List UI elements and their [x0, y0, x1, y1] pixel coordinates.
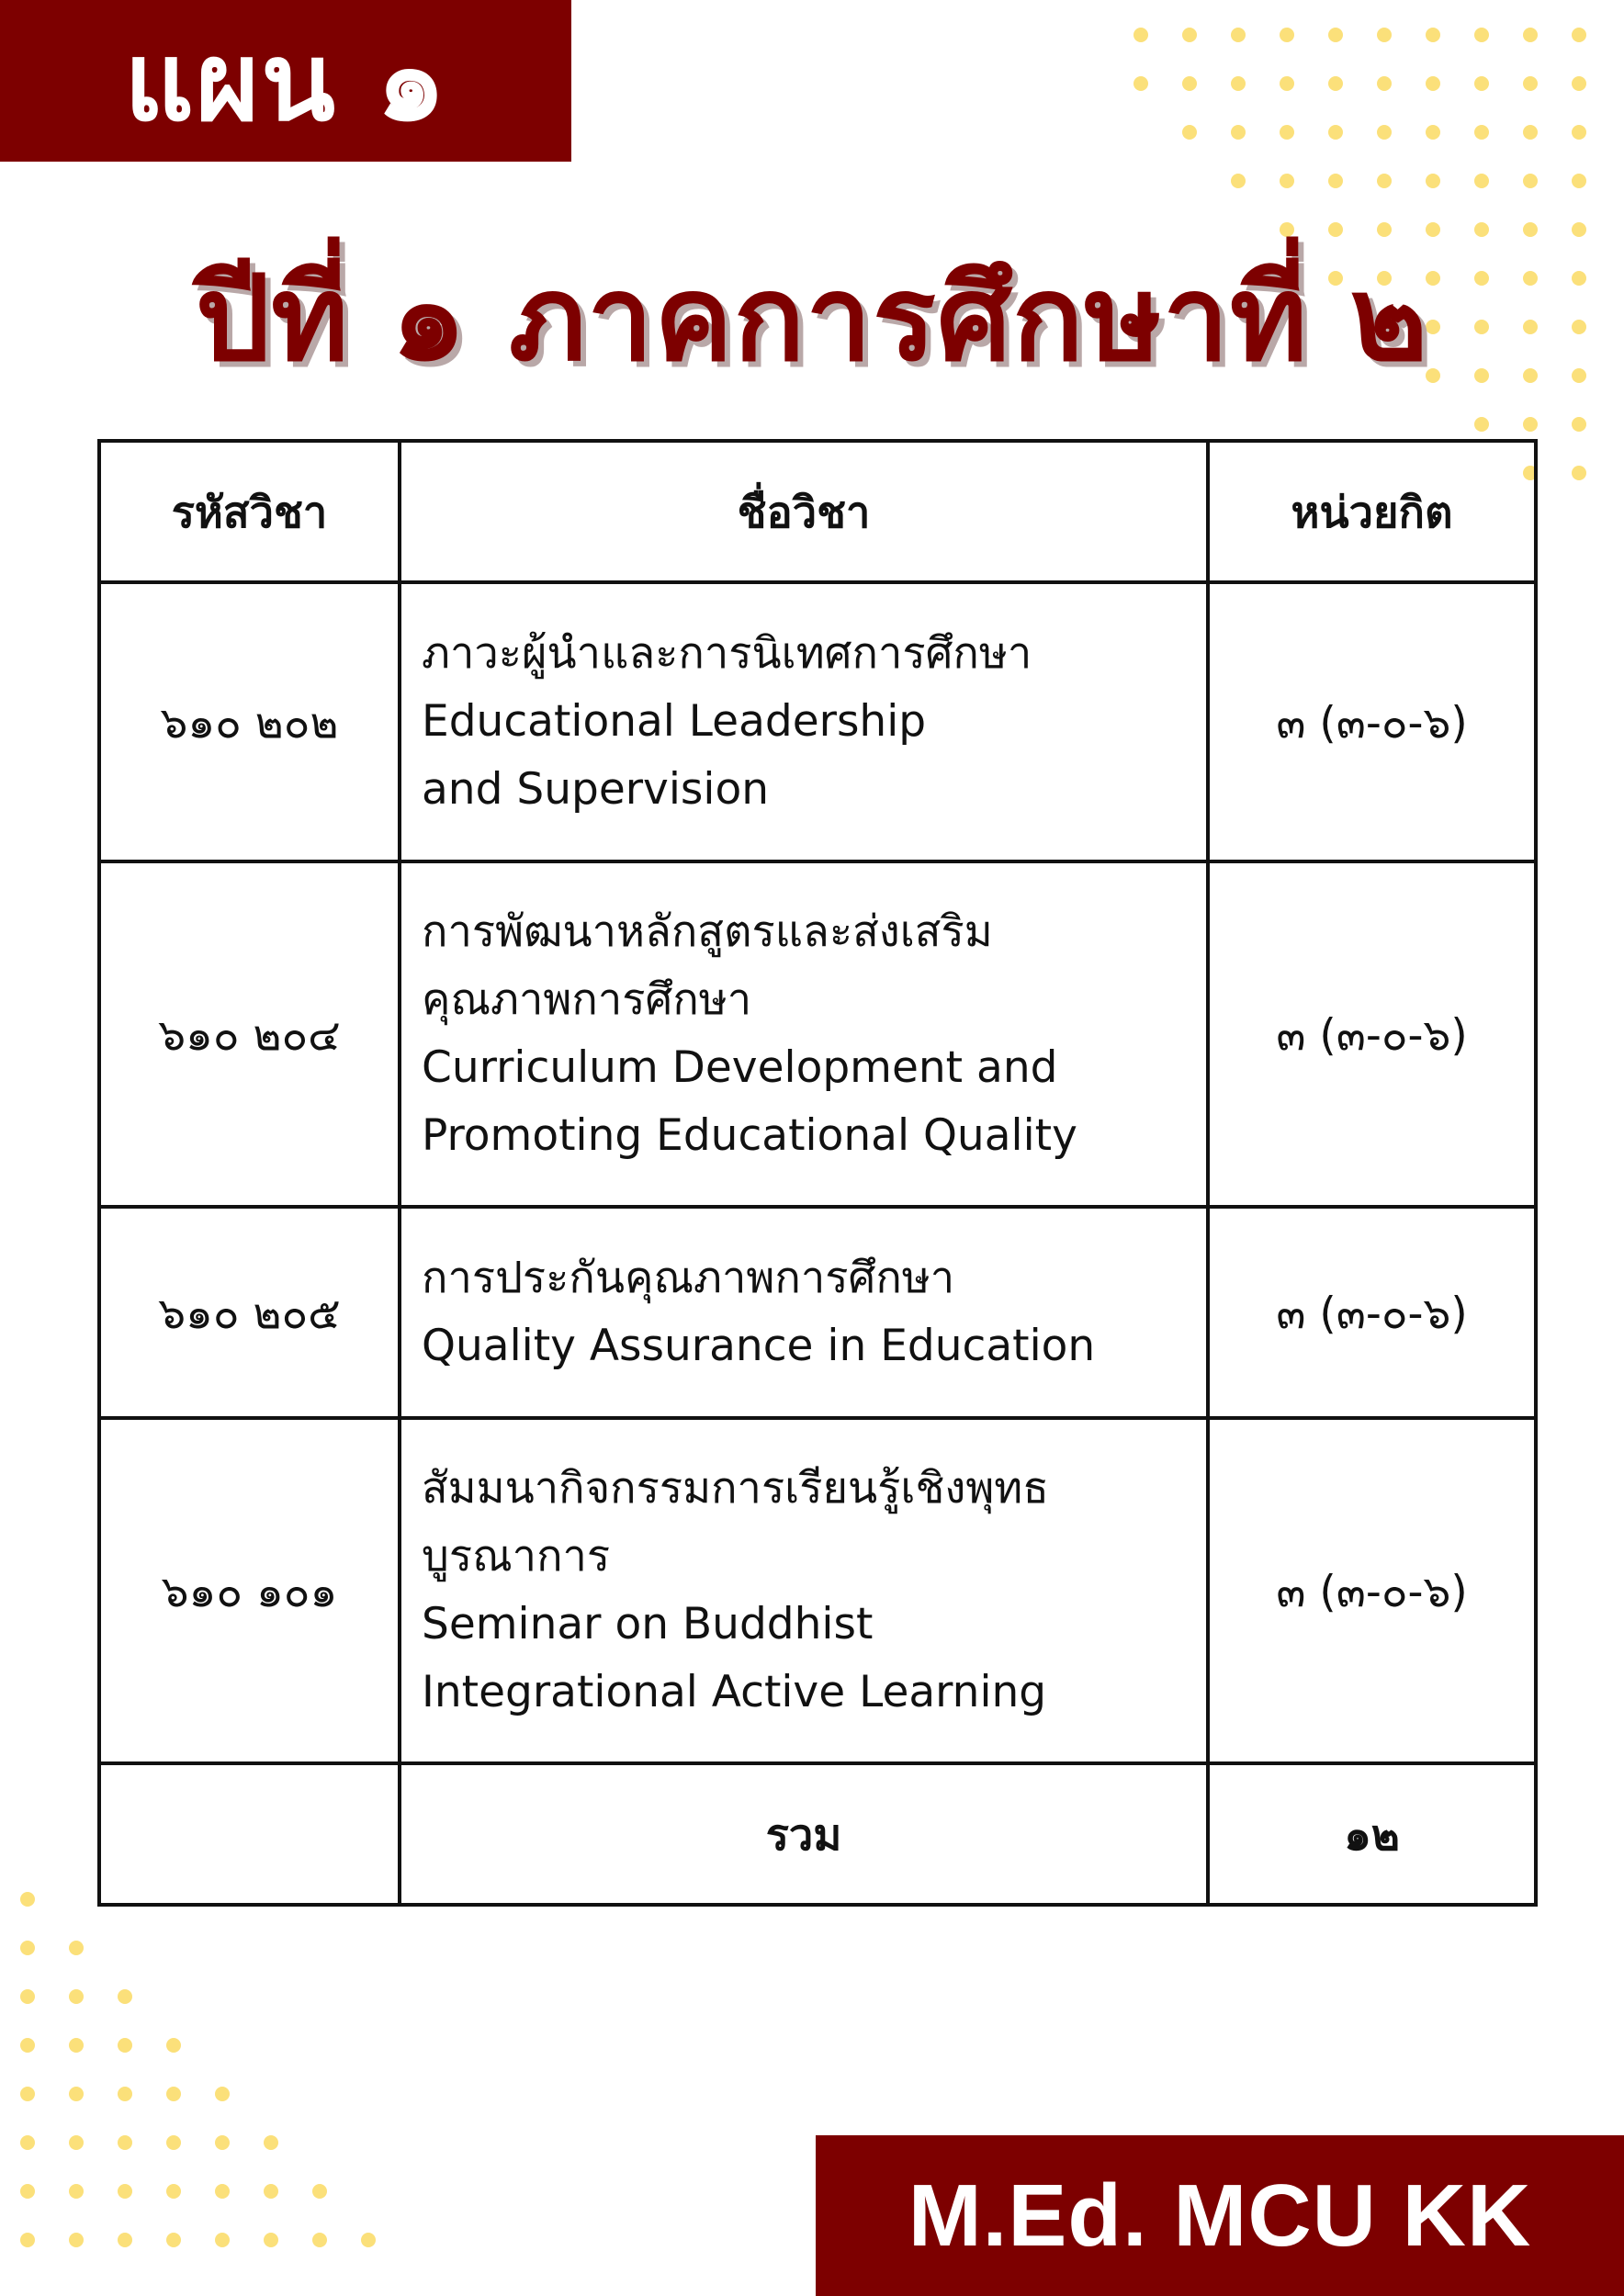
course-name-line: Curriculum Development and: [422, 1042, 1058, 1093]
decorative-dot: [69, 2087, 84, 2101]
course-name-line: Promoting Educational Quality: [422, 1110, 1077, 1161]
decorative-dot: [215, 2184, 230, 2199]
decorative-dot: [1280, 174, 1294, 188]
decorative-dot: [20, 2087, 35, 2101]
decorative-dot: [1182, 125, 1197, 140]
decorative-dot: [20, 2038, 35, 2053]
course-name-line: Seminar on Buddhist: [422, 1599, 874, 1649]
decorative-dot: [20, 2184, 35, 2199]
course-table: [97, 439, 1538, 1907]
decorative-dot: [1426, 125, 1440, 140]
decorative-dot: [1328, 76, 1343, 91]
course-name-line: การประกันคุณภาพการศึกษา: [422, 1253, 955, 1303]
decorative-dot: [1133, 76, 1148, 91]
course-name-line: การพัฒนาหลักสูตรและส่งเสริม: [422, 906, 993, 957]
decorative-dot: [1474, 174, 1489, 188]
plan-banner: [0, 0, 571, 162]
course-name-line: ภาวะผู้นำและการนิเทศการศึกษา: [422, 628, 1032, 679]
decorative-dot: [69, 2038, 84, 2053]
table-header-row: [99, 441, 1536, 582]
decorative-dot: [1280, 76, 1294, 91]
footer-banner: [816, 2135, 1624, 2296]
decorative-dot: [118, 2184, 132, 2199]
total-credits: ๑๒: [1208, 1763, 1536, 1905]
decorative-dot: [20, 2233, 35, 2247]
decorative-dot: [1426, 76, 1440, 91]
decorative-dot: [1572, 174, 1586, 188]
course-credits: ๓ (๓-๐-๖): [1208, 582, 1536, 861]
decorative-dot: [1328, 28, 1343, 42]
decorative-dot: [1523, 174, 1538, 188]
decorative-dot: [215, 2087, 230, 2101]
decorative-dot: [1328, 174, 1343, 188]
header-code: รหัสวิชา: [99, 441, 400, 582]
decorative-dot: [118, 2135, 132, 2150]
decorative-dot: [1523, 125, 1538, 140]
decorative-dot: [1231, 76, 1246, 91]
decorative-dot: [1474, 417, 1489, 432]
course-name: [400, 1418, 1208, 1763]
table-total-row: [99, 1763, 1536, 1905]
course-code: ๖๑๐ ๒๐๒: [99, 582, 400, 861]
decorative-dot: [1280, 28, 1294, 42]
decorative-dot: [1523, 28, 1538, 42]
decorative-dot: [264, 2233, 278, 2247]
decorative-dot: [264, 2184, 278, 2199]
decorative-dot: [166, 2038, 181, 2053]
decorative-dot: [215, 2233, 230, 2247]
decorative-dot: [1182, 28, 1197, 42]
decorative-dot: [312, 2233, 327, 2247]
decorative-dot: [1523, 417, 1538, 432]
decorative-dot: [1377, 125, 1392, 140]
course-name-line: Educational Leadership: [422, 696, 927, 747]
decorative-dot: [166, 2087, 181, 2101]
decorative-dot: [1328, 125, 1343, 140]
total-label: รวม: [400, 1763, 1208, 1905]
decorative-dot: [166, 2135, 181, 2150]
decorative-dot: [1474, 125, 1489, 140]
course-code: ๖๑๐ ๒๐๕: [99, 1207, 400, 1418]
course-name: [400, 861, 1208, 1207]
decorative-dot: [312, 2184, 327, 2199]
course-name: [400, 582, 1208, 861]
course-name: [400, 1207, 1208, 1418]
course-credits: ๓ (๓-๐-๖): [1208, 1418, 1536, 1763]
plan-label: แผน ๑: [124, 18, 447, 145]
decorative-dot: [20, 2135, 35, 2150]
decorative-dot: [1231, 125, 1246, 140]
decorative-dot: [1572, 417, 1586, 432]
course-credits: ๓ (๓-๐-๖): [1208, 1207, 1536, 1418]
course-code: ๖๑๐ ๑๐๑: [99, 1418, 400, 1763]
decorative-dot: [20, 1892, 35, 1907]
decorative-dot: [69, 1941, 84, 1955]
table-row: [99, 1418, 1536, 1763]
decorative-dot: [69, 1989, 84, 2004]
course-name-line: สัมมนากิจกรรมการเรียนรู้เชิงพุทธ: [422, 1463, 1049, 1514]
decorative-dot: [69, 2184, 84, 2199]
decorative-dot: [1377, 174, 1392, 188]
decorative-dot: [166, 2233, 181, 2247]
course-code: ๖๑๐ ๒๐๔: [99, 861, 400, 1207]
header-credits: หน่วยกิต: [1208, 441, 1536, 582]
table-row: [99, 861, 1536, 1207]
course-name-line: Quality Assurance in Education: [422, 1321, 1096, 1371]
decorative-dot: [118, 2038, 132, 2053]
decorative-dot: [1572, 466, 1586, 480]
decorative-dot: [1572, 28, 1586, 42]
decorative-dot: [20, 1941, 35, 1955]
decorative-dot: [20, 1989, 35, 2004]
decorative-dot: [215, 2135, 230, 2150]
decorative-dot: [118, 2087, 132, 2101]
decorative-dot: [69, 2233, 84, 2247]
decorative-dot: [1231, 28, 1246, 42]
table-row: [99, 582, 1536, 861]
decorative-dot: [1231, 174, 1246, 188]
footer-label: M.Ed. MCU KK: [908, 2166, 1532, 2265]
decorative-dot: [1426, 174, 1440, 188]
decorative-dot: [1426, 28, 1440, 42]
decorative-dot: [1474, 76, 1489, 91]
course-name-line: บูรณาการ: [422, 1531, 611, 1581]
total-empty-cell: [99, 1763, 400, 1905]
decorative-dot: [1182, 76, 1197, 91]
decorative-dot: [1133, 28, 1148, 42]
decorative-dot: [166, 2184, 181, 2199]
decorative-dot: [264, 2135, 278, 2150]
course-name-line: Integrational Active Learning: [422, 1667, 1047, 1717]
decorative-dot: [1474, 28, 1489, 42]
decorative-dot: [1280, 125, 1294, 140]
decorative-dot: [1572, 125, 1586, 140]
page-title: ปีที่ ๑ ภาคการศึกษาที่ ๒: [195, 251, 1429, 388]
decorative-dot: [1523, 76, 1538, 91]
table-row: [99, 1207, 1536, 1418]
decorative-dot: [361, 2233, 376, 2247]
decorative-dot: [1377, 28, 1392, 42]
course-credits: ๓ (๓-๐-๖): [1208, 861, 1536, 1207]
header-name: ชื่อวิชา: [400, 441, 1208, 582]
course-name-line: คุณภาพการศึกษา: [422, 974, 752, 1025]
decorative-dot: [118, 1989, 132, 2004]
decorative-dot: [69, 2135, 84, 2150]
decorative-dot: [1572, 76, 1586, 91]
decorative-dot: [1377, 76, 1392, 91]
decorative-dot: [118, 2233, 132, 2247]
course-name-line: and Supervision: [422, 764, 770, 815]
